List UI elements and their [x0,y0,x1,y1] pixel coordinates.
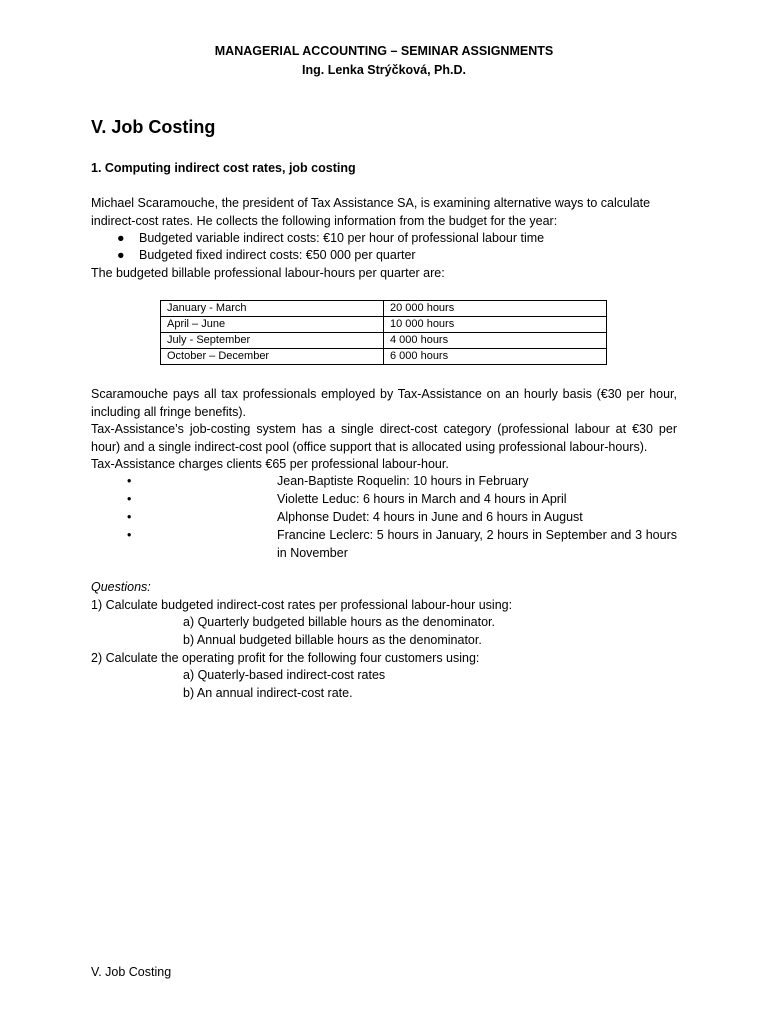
period-cell: October – December [161,349,384,365]
customer-text: Francine Leclerc: 5 hours in January, 2 hours in September and 3 hours in November [277,528,677,560]
bullet-icon: • [127,528,132,542]
hours-cell: 4 000 hours [384,333,607,349]
exercise-title: 1. Computing indirect cost rates, job costing [91,161,356,175]
questions-heading: Questions: [91,580,151,594]
pay-paragraph: Scaramouche pays all tax professionals employed by Tax-Assistance on an hourly basis (€30 per hour, including all fringe benefits). [91,387,677,419]
bullet-item [117,230,544,248]
system-paragraph: Tax-Assistance’s job-costing system has a single direct-cost category (professional labour at €30 per hour) and a single indirect-cost pool (office support that is allocated using professional labour-hours). [91,422,677,454]
hours-cell: 20 000 hours [384,301,607,317]
course-header: MANAGERIAL ACCOUNTING – SEMINAR ASSIGNMENTS [214,44,554,58]
hours-intro: The budgeted billable professional labour-hours per quarter are: [91,266,445,280]
bullet-text: Budgeted variable indirect costs: €10 per hour of professional labour time [139,231,545,245]
intro-paragraph: Michael Scaramouche, the president of Tax Assistance SA, is examining alternative ways to calculate indirect-cost rates. He collects the following information from the budget for the year: [91,196,651,228]
customer-text: Jean-Baptiste Roquelin: 10 hours in February [277,474,529,488]
bullet-icon: • [127,492,132,506]
section-title: V. Job Costing [91,117,216,137]
period-cell: July - September [161,333,384,349]
table-row [161,301,607,317]
page-footer: V. Job Costing [91,965,172,979]
hours-table [160,300,607,365]
bullet-item [117,247,416,265]
bullet-icon: ● [117,231,125,245]
table-row [161,317,607,333]
bullet-icon: • [127,474,132,488]
author-header: Ing. Lenka Strýčková, Ph.D. [302,63,466,77]
hours-cell: 10 000 hours [384,317,607,333]
period-cell: April – June [161,317,384,333]
question-2: 2) Calculate the operating profit for the following four customers using: [91,651,480,665]
bullet-text: Budgeted fixed indirect costs: €50 000 per quarter [139,248,416,262]
bullet-icon: ● [117,248,125,262]
question-2a: a) Quaterly-based indirect-cost rates [183,668,386,682]
table-row [161,349,607,365]
hours-cell: 6 000 hours [384,349,607,365]
question-2b: b) An annual indirect-cost rate. [183,686,353,700]
period-cell: January - March [161,301,384,317]
question-1b: b) Annual budgeted billable hours as the denominator. [183,633,482,647]
customer-text: Alphonse Dudet: 4 hours in June and 6 hours in August [277,510,583,524]
customer-text: Violette Leduc: 6 hours in March and 4 hours in April [277,492,567,506]
bullet-icon: • [127,510,132,524]
charges-paragraph: Tax-Assistance charges clients €65 per professional labour-hour. [91,457,449,471]
question-1a: a) Quarterly budgeted billable hours as the denominator. [183,615,495,629]
table-row [161,333,607,349]
question-1: 1) Calculate budgeted indirect-cost rates per professional labour-hour using: [91,598,513,612]
